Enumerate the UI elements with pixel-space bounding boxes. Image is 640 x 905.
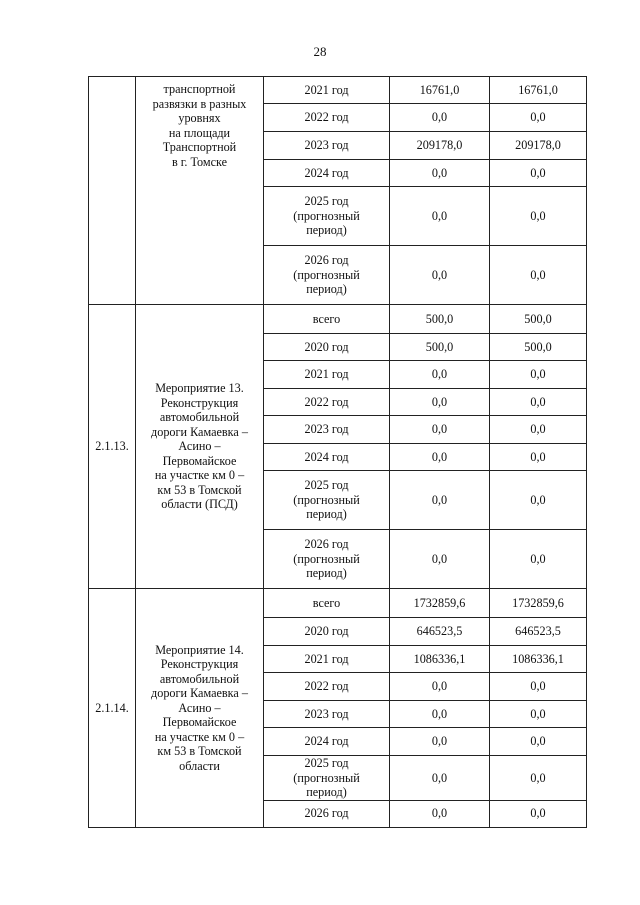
description-line: в г. Томске [171, 154, 228, 169]
period-cell [264, 646, 390, 673]
measure-description [136, 589, 264, 828]
value-total-cell: 500,0 [390, 334, 490, 361]
value-budget-cell: 0,0 [490, 361, 587, 389]
value-total-cell: 0,0 [390, 187, 490, 246]
period-line: (прогнозный [293, 551, 360, 566]
period-line: 2024 год [304, 734, 349, 749]
description-line: автомобильной [159, 671, 240, 686]
period-line: 2020 год [304, 624, 349, 639]
period-cell [264, 673, 390, 701]
description-line: Реконструкция [160, 395, 239, 410]
period-line: (прогнозный [293, 770, 360, 785]
period-cell [264, 305, 390, 334]
description-line: на площади [168, 125, 231, 140]
value-total-cell: 16761,0 [390, 77, 490, 104]
description-line: Мероприятие 14. [155, 642, 244, 657]
description-line: Первомайское [162, 453, 237, 468]
description-line: на участке км 0 – [154, 468, 245, 483]
value-total-cell: 0,0 [390, 416, 490, 444]
value-total-cell: 0,0 [390, 530, 490, 589]
measure-code [89, 77, 136, 305]
value-total-cell: 0,0 [390, 389, 490, 416]
description-line: Асино – [178, 700, 221, 715]
period-cell [264, 701, 390, 728]
period-cell [264, 589, 390, 618]
period-cell [264, 334, 390, 361]
description-line: Реконструкция [160, 657, 239, 671]
measure-code: 2.1.13. [89, 305, 136, 589]
description-line: км 53 в Томской [157, 482, 242, 497]
period-line: 2021 год [304, 82, 349, 97]
period-line: период) [306, 507, 347, 522]
description-line: области (ПСД) [161, 497, 238, 512]
period-line: период) [306, 223, 347, 238]
value-budget-cell: 0,0 [490, 416, 587, 444]
description-line: транспортной [163, 82, 236, 96]
description-line: Асино – [178, 439, 221, 454]
table-row [89, 589, 587, 618]
value-budget-cell: 646523,5 [490, 618, 587, 646]
value-total-cell: 0,0 [390, 673, 490, 701]
value-total-cell: 1732859,6 [390, 589, 490, 618]
value-budget-cell: 0,0 [490, 756, 587, 801]
period-cell [264, 471, 390, 530]
period-line: 2020 год [304, 339, 349, 354]
value-budget-cell: 0,0 [490, 471, 587, 530]
period-cell [264, 187, 390, 246]
period-cell [264, 77, 390, 104]
description-line: автомобильной [159, 410, 240, 425]
value-total-cell: 0,0 [390, 361, 490, 389]
value-budget-cell: 0,0 [490, 673, 587, 701]
value-budget-cell: 1732859,6 [490, 589, 587, 618]
period-line: 2022 год [304, 679, 349, 694]
value-budget-cell: 0,0 [490, 728, 587, 756]
period-line: всего [312, 595, 341, 610]
value-budget-cell: 0,0 [490, 389, 587, 416]
value-total-cell: 0,0 [390, 800, 490, 827]
value-total-cell: 0,0 [390, 728, 490, 756]
period-cell [264, 800, 390, 827]
period-line: (прогнозный [293, 492, 360, 507]
value-budget-cell: 500,0 [490, 305, 587, 334]
measure-code: 2.1.14. [89, 589, 136, 828]
description-line: области [179, 758, 220, 773]
table-row [89, 77, 587, 104]
value-budget-cell: 0,0 [490, 187, 587, 246]
period-line: период) [306, 785, 347, 799]
period-line: 2023 год [304, 706, 349, 721]
period-line: 2023 год [304, 422, 349, 437]
value-budget-cell: 500,0 [490, 334, 587, 361]
value-total-cell: 0,0 [390, 160, 490, 187]
value-total-cell: 500,0 [390, 305, 490, 334]
value-total-cell: 0,0 [390, 104, 490, 132]
value-budget-cell: 1086336,1 [490, 646, 587, 673]
value-total-cell: 646523,5 [390, 618, 490, 646]
period-line: 2024 год [304, 449, 349, 464]
period-cell [264, 618, 390, 646]
description-line: развязки в разных [152, 96, 247, 111]
description-line: км 53 в Томской [157, 744, 242, 758]
period-line: 2022 год [304, 110, 349, 125]
period-line: 2025 год [304, 478, 349, 493]
period-line: всего [312, 311, 341, 326]
value-total-cell: 0,0 [390, 756, 490, 801]
period-cell [264, 104, 390, 132]
description-line: Транспортной [162, 140, 237, 154]
page-number: 28 [313, 44, 327, 59]
period-cell [264, 416, 390, 444]
period-line: 2026 год [304, 806, 349, 821]
period-line: 2021 год [304, 367, 349, 382]
value-budget-cell: 0,0 [490, 104, 587, 132]
value-total-cell: 209178,0 [390, 132, 490, 160]
budget-table [88, 76, 587, 828]
period-line: 2026 год [304, 253, 349, 268]
description-line: Первомайское [162, 715, 237, 729]
period-cell [264, 389, 390, 416]
value-budget-cell: 0,0 [490, 444, 587, 471]
value-total-cell: 0,0 [390, 701, 490, 728]
period-line: 2025 год [304, 194, 349, 209]
period-line: (прогнозный [293, 267, 360, 282]
value-total-cell: 0,0 [390, 471, 490, 530]
period-line: (прогнозный [293, 208, 360, 223]
period-line: период) [306, 566, 347, 581]
description-line: дороги Камаевка – [151, 424, 248, 439]
description-line: уровнях [178, 111, 221, 125]
description-line: Мероприятие 13. [155, 381, 244, 396]
period-cell [264, 444, 390, 471]
value-total-cell: 1086336,1 [390, 646, 490, 673]
period-line: 2025 год [304, 756, 349, 770]
description-line: дороги Камаевка – [151, 686, 248, 700]
period-cell [264, 361, 390, 389]
value-budget-cell: 0,0 [490, 530, 587, 589]
period-line: период) [306, 282, 347, 297]
value-budget-cell: 209178,0 [490, 132, 587, 160]
value-total-cell: 0,0 [390, 444, 490, 471]
period-cell [264, 728, 390, 756]
value-budget-cell: 0,0 [490, 800, 587, 827]
period-line: 2021 год [304, 651, 349, 666]
period-cell [264, 246, 390, 305]
period-cell [264, 160, 390, 187]
value-budget-cell: 16761,0 [490, 77, 587, 104]
period-line: 2024 год [304, 165, 349, 180]
period-line: 2026 год [304, 537, 349, 552]
period-cell [264, 756, 390, 801]
period-cell [264, 132, 390, 160]
description-line: на участке км 0 – [154, 729, 245, 744]
period-line: 2022 год [304, 394, 349, 409]
value-budget-cell: 0,0 [490, 160, 587, 187]
period-line: 2023 год [304, 138, 349, 153]
value-budget-cell: 0,0 [490, 701, 587, 728]
table-row [89, 305, 587, 334]
value-total-cell: 0,0 [390, 246, 490, 305]
measure-description [136, 77, 264, 305]
value-budget-cell: 0,0 [490, 246, 587, 305]
measure-description [136, 305, 264, 589]
period-cell [264, 530, 390, 589]
